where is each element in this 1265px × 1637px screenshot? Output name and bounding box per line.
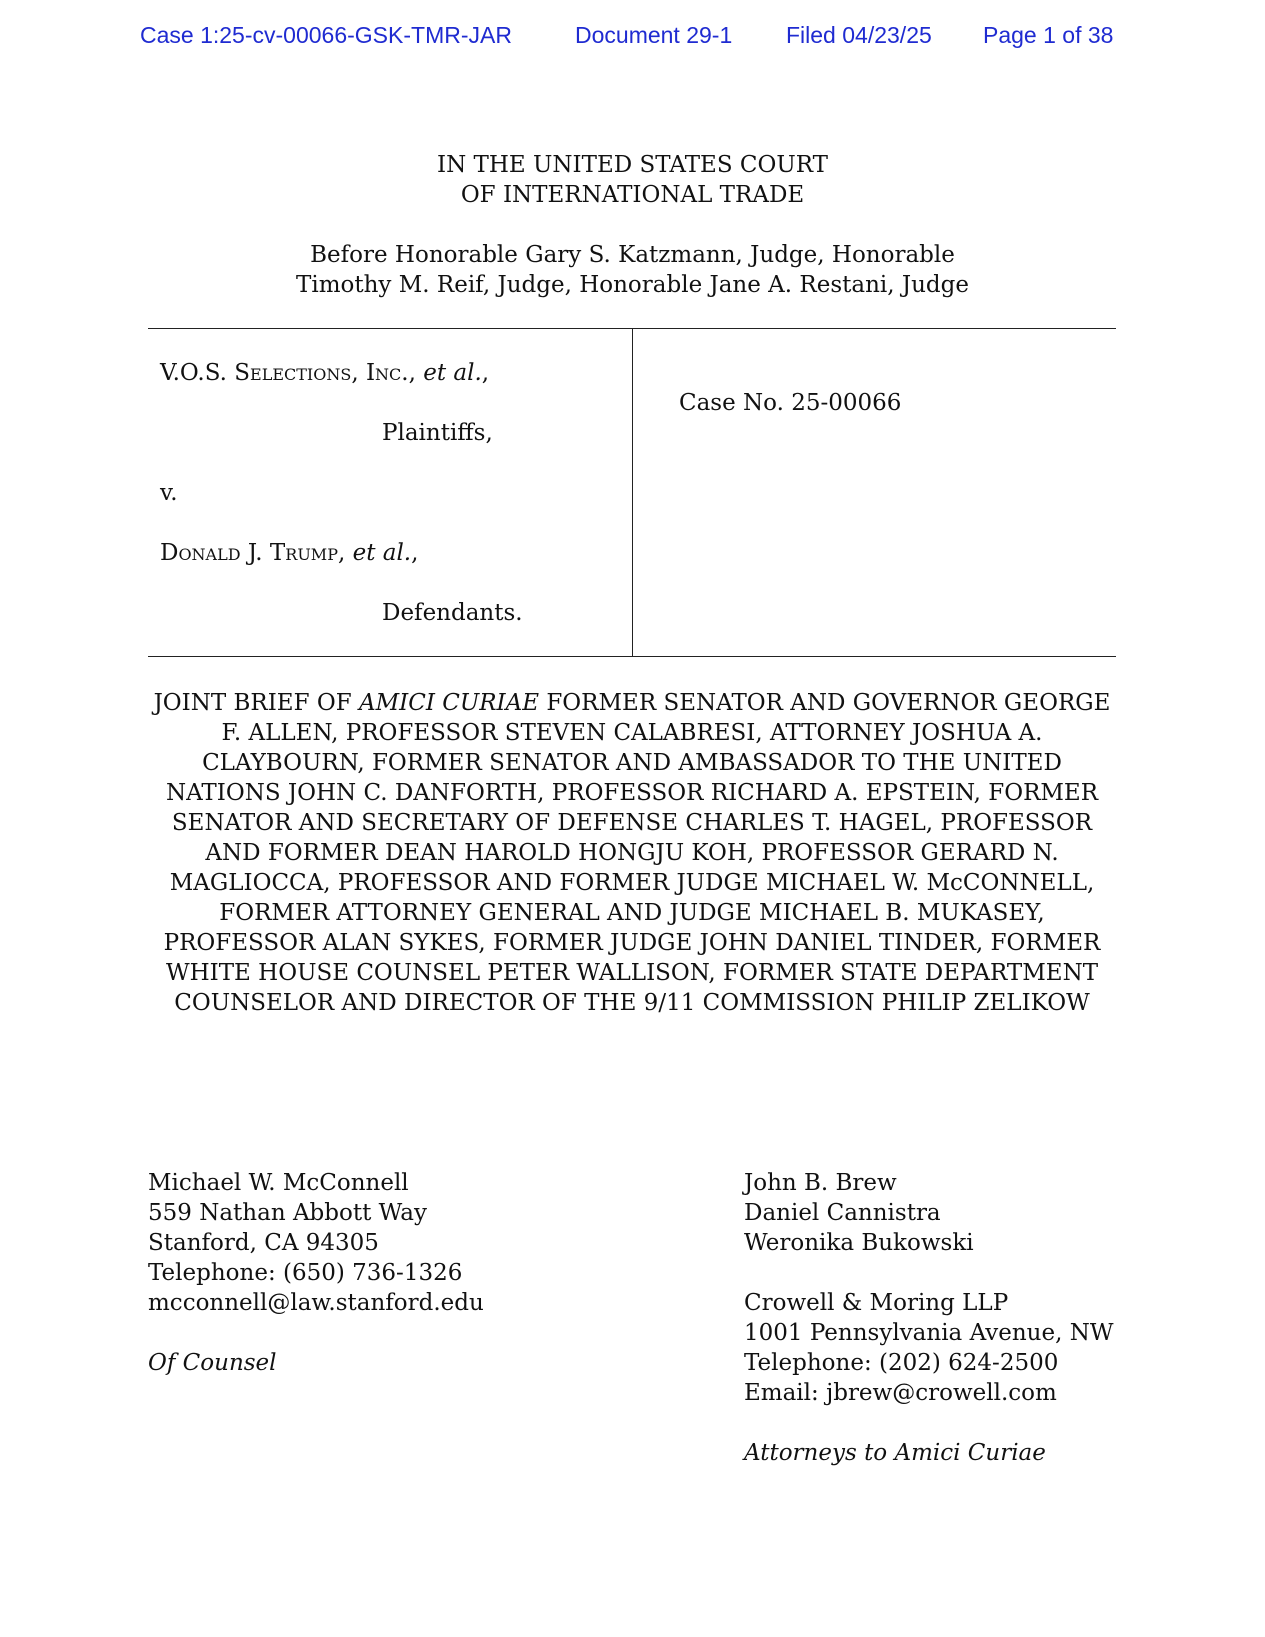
plaintiff-etal: et al. [423,360,482,386]
court-line-2: OF INTERNATIONAL TRADE [460,182,805,208]
counsel-phone: Telephone: (650) 736-1326 [148,1260,463,1286]
filed-date-header: Filed 04/23/25 [786,22,932,48]
caption-divider [632,328,633,657]
judges-line-2: Timothy M. Reif, Judge, Honorable Jane A. Restani, Judge [296,272,969,298]
defendant-role: Defendants. [382,600,523,626]
title-prefix: JOINT BRIEF OF [153,690,352,716]
attorney-name-1: John B. Brew [744,1170,897,1196]
court-name [0,150,1265,210]
counsel-name: Michael W. McConnell [148,1170,409,1196]
attorneys-block [744,1168,1113,1468]
counsel-address-1: 559 Nathan Abbott Way [148,1200,427,1226]
firm-phone: Telephone: (202) 624-2500 [744,1350,1059,1376]
court-line-1: IN THE UNITED STATES COURT [437,152,828,178]
case-number: Case No. 25-00066 [679,390,902,416]
judges-panel [0,240,1265,300]
defendant-name: Donald J. Trump, [160,540,346,566]
firm-address: 1001 Pennsylvania Avenue, NW [744,1320,1114,1346]
case-number-header: Case 1:25-cv-00066-GSK-TMR-JAR [140,22,512,48]
firm-email: Email: jbrew@crowell.com [744,1380,1057,1406]
counsel-address-2: Stanford, CA 94305 [148,1230,379,1256]
document-number-header: Document 29-1 [575,22,733,48]
caption-bottom-rule [148,656,1116,657]
attorney-name-2: Daniel Cannistra [744,1200,941,1226]
page-count-header: Page 1 of 38 [983,22,1114,48]
counsel-email: mcconnell@law.stanford.edu [148,1290,484,1316]
counsel-role: Of Counsel [148,1350,277,1376]
plaintiff-line: V.O.S. Selections, Inc., et al., [160,360,490,386]
plaintiff-name: V.O.S. Selections, Inc., [160,360,416,386]
of-counsel-block [148,1168,484,1378]
plaintiff-role: Plaintiffs, [382,420,493,446]
defendant-etal: et al. [352,540,412,566]
versus: v. [160,480,178,506]
firm-name: Crowell & Moring LLP [744,1290,1009,1316]
brief-title [148,688,1116,1018]
ecf-header [0,20,1265,56]
title-amici: AMICI CURIAE [359,690,540,716]
defendant-line: Donald J. Trump, et al., [160,540,419,566]
judges-line-1: Before Honorable Gary S. Katzmann, Judge, Honorable [310,242,955,268]
title-rest: FORMER SENATOR AND GOVERNOR GEORGE F. ALLEN, PROFESSOR STEVEN CALABRESI, ATTORNEY JOSHUA A. CLAYBOURN, FORMER SENATOR AND AMBASSADOR TO THE UNITED NATIONS JOHN C. DANFORTH, PROFESSOR RICHARD A. EPSTEIN, FORMER SENATOR AND SECRETARY OF DEFENSE CHARLES T. HAGEL, PROFESSOR AND FORMER DEAN HAROLD HONGJU KOH, PROFESSOR GERARD N. MAGLIOCCA, PROFESSOR AND FORMER JUDGE MICHAEL W. McCONNELL, FORMER ATTORNEY GENERAL AND JUDGE MICHAEL B. MUKASEY, PROFESSOR ALAN SYKES, FORMER JUDGE JOHN DANIEL TINDER, FORMER WHITE HOUSE COUNSEL PETER WALLISON, FORMER STATE DEPARTMENT COUNSELOR AND DIRECTOR OF THE 9/11 COMMISSION PHILIP ZELIKOW [163,690,1111,1016]
attorneys-role: Attorneys to Amici Curiae [744,1440,1046,1466]
attorney-name-3: Weronika Bukowski [744,1230,974,1256]
